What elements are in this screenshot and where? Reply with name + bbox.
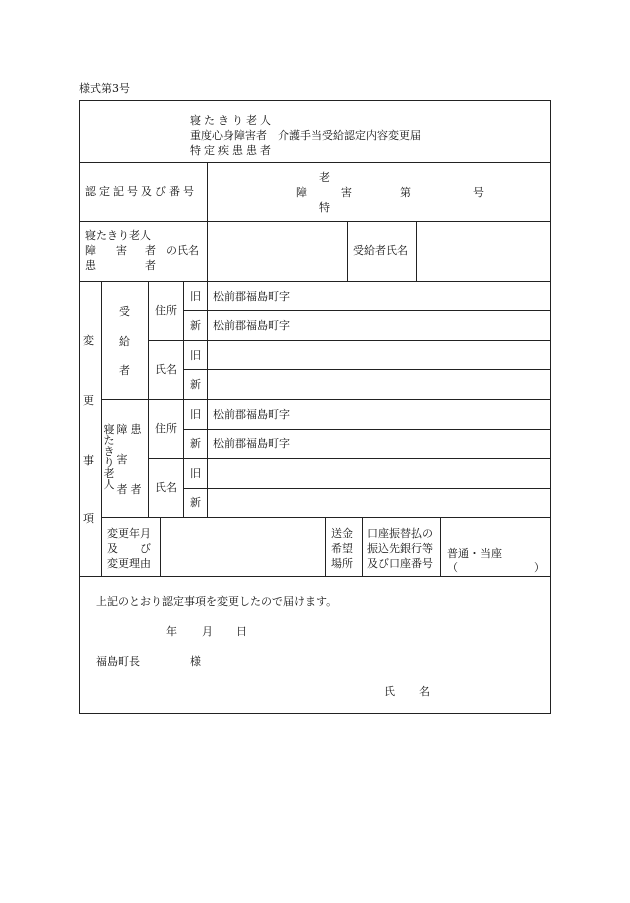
title-line-3: 特定疾患患者 <box>190 144 274 157</box>
patient-group-char: 老 <box>103 467 115 480</box>
account-type-field[interactable]: 普通・当座 <box>447 547 502 560</box>
account-number-field[interactable] <box>462 561 532 573</box>
patient-group-char: 者 <box>116 483 128 496</box>
recipient-address-label: 住所 <box>155 304 177 317</box>
hline-changes-top <box>79 281 551 282</box>
patient-group-char: き <box>103 445 115 458</box>
recipient-name-field[interactable] <box>418 223 548 279</box>
signature-field[interactable] <box>432 684 542 700</box>
recipient-old-address-field[interactable]: 松前郡福島町字 <box>213 290 290 303</box>
signature-label-b: 名 <box>419 685 430 698</box>
patient-address-label: 住所 <box>155 422 177 435</box>
old-label: 旧 <box>190 467 201 480</box>
vline-delivery-right <box>362 517 363 577</box>
vline-account-label <box>440 517 441 577</box>
mayor-label: 福島町長 <box>96 655 140 668</box>
new-label: 新 <box>190 437 201 450</box>
hline-r6 <box>148 458 551 459</box>
patient-new-address-field[interactable]: 松前郡福島町字 <box>213 437 290 450</box>
new-label: 新 <box>190 496 201 509</box>
cert-mid-char-3: 第 <box>400 186 411 199</box>
recipient-new-address-field[interactable]: 松前郡福島町字 <box>213 319 290 332</box>
vline-old-new <box>207 281 208 518</box>
recipient-new-name-field[interactable] <box>213 379 543 393</box>
hline-name-top <box>79 221 551 222</box>
patient-group-char: 寝 <box>103 423 115 436</box>
name-label-line-2c: 者 <box>145 244 156 257</box>
patient-name-field[interactable] <box>209 223 345 279</box>
recipient-name-label: 受給者氏名 <box>353 244 408 257</box>
recipient-group-label-2: 給 <box>119 335 130 348</box>
cert-mid-char-1: 障 <box>296 186 307 199</box>
vline-field-label <box>183 281 184 518</box>
hline-r2 <box>148 340 551 341</box>
name-label-line-2b: 害 <box>116 244 127 257</box>
form-top-border <box>79 100 551 101</box>
name-label-line-3a: 患 <box>85 259 96 272</box>
form-number: 様式第3号 <box>79 82 130 95</box>
vline-delivery-left <box>325 517 326 577</box>
title-line-1: 寝たきり老人 <box>190 114 274 127</box>
change-date-reason-field[interactable] <box>162 519 323 575</box>
patient-group-char: り <box>103 456 115 469</box>
account-label-1: 口座振替払の <box>367 527 433 540</box>
patient-old-address-field[interactable]: 松前郡福島町字 <box>213 408 290 421</box>
old-label: 旧 <box>190 408 201 421</box>
hline-r4 <box>101 399 551 400</box>
form-bottom-border <box>79 713 551 714</box>
mayor-honorific: 様 <box>190 655 201 668</box>
old-label: 旧 <box>190 349 201 362</box>
account-label-3: 及び口座番号 <box>367 557 433 570</box>
patient-new-name-field[interactable] <box>213 497 543 511</box>
patient-group-char: 患 <box>130 423 142 436</box>
cert-number-field[interactable] <box>209 164 548 220</box>
vline-name-divider <box>207 221 208 281</box>
vline-group-label <box>148 281 149 518</box>
account-label-2: 振込先銀行等 <box>367 542 433 555</box>
recipient-name-change-label: 氏名 <box>155 363 177 376</box>
patient-group-col-1 <box>103 424 115 490</box>
changes-section-label-4: 項 <box>83 512 94 525</box>
change-date-label-2: 及 び <box>107 542 151 555</box>
vline-recipient-label-right <box>416 221 417 281</box>
name-label-line-1: 寝たきり老人 <box>85 229 151 242</box>
hline-r3 <box>183 369 551 370</box>
hline-declaration-top <box>79 576 551 577</box>
account-paren-close: ） <box>534 561 545 574</box>
vline-recipient-label-left <box>347 221 348 281</box>
vline-cert-divider <box>207 162 208 222</box>
account-paren-open: （ <box>447 561 458 574</box>
title-line-2: 重度心身障害者 介護手当受給認定内容変更届 <box>190 129 421 142</box>
form-right-border <box>550 100 551 714</box>
hline-bottom-row-top <box>101 517 551 518</box>
change-date-label-3: 変更理由 <box>107 557 151 570</box>
patient-group-col-3 <box>130 424 142 495</box>
patient-group-char: 人 <box>103 478 115 491</box>
recipient-group-label-1: 受 <box>119 305 130 318</box>
patient-group-char: 者 <box>130 483 142 496</box>
date-day: 日 <box>236 625 247 638</box>
old-label: 旧 <box>190 290 201 303</box>
signature-label-a: 氏 <box>384 685 395 698</box>
form-left-border <box>79 100 80 714</box>
recipient-group-label-3: 者 <box>119 364 130 377</box>
name-label-line-2d: の氏名 <box>166 244 199 257</box>
new-label: 新 <box>190 378 201 391</box>
cert-label: 認定記号及び番号 <box>85 185 197 198</box>
changes-section-label-3: 事 <box>83 454 94 467</box>
new-label: 新 <box>190 319 201 332</box>
delivery-label-1: 送金 <box>331 527 353 540</box>
name-label-line-2a: 障 <box>85 244 96 257</box>
changes-section-label-1: 変 <box>83 334 94 347</box>
hline-r5 <box>183 429 551 430</box>
patient-old-name-field[interactable] <box>213 468 543 482</box>
cert-mid-char-2: 害 <box>341 186 352 199</box>
delivery-label-3: 場所 <box>331 557 353 570</box>
cert-top-char: 老 <box>319 171 330 184</box>
vline-section-label <box>101 281 102 577</box>
name-label-line-3b: 者 <box>145 259 156 272</box>
recipient-old-name-field[interactable] <box>213 350 543 364</box>
hline-r7 <box>183 488 551 489</box>
patient-group-char: た <box>103 434 115 447</box>
hline-r1 <box>183 310 551 311</box>
cert-mid-char-4: 号 <box>473 186 484 199</box>
patient-name-change-label: 氏名 <box>155 481 177 494</box>
change-date-label-1: 変更年月 <box>107 527 151 540</box>
date-year: 年 <box>166 625 177 638</box>
patient-group-col-2 <box>116 424 128 495</box>
date-month: 月 <box>202 625 213 638</box>
delivery-label-2: 希望 <box>331 542 353 555</box>
declaration-text: 上記のとおり認定事項を変更したので届けます。 <box>96 595 338 608</box>
vline-date-label <box>160 517 161 577</box>
patient-group-char: 害 <box>116 453 128 466</box>
changes-section-label-2: 更 <box>83 394 94 407</box>
cert-bottom-char: 特 <box>319 201 330 214</box>
hline-cert-top <box>79 162 551 163</box>
patient-group-char: 障 <box>116 423 128 436</box>
